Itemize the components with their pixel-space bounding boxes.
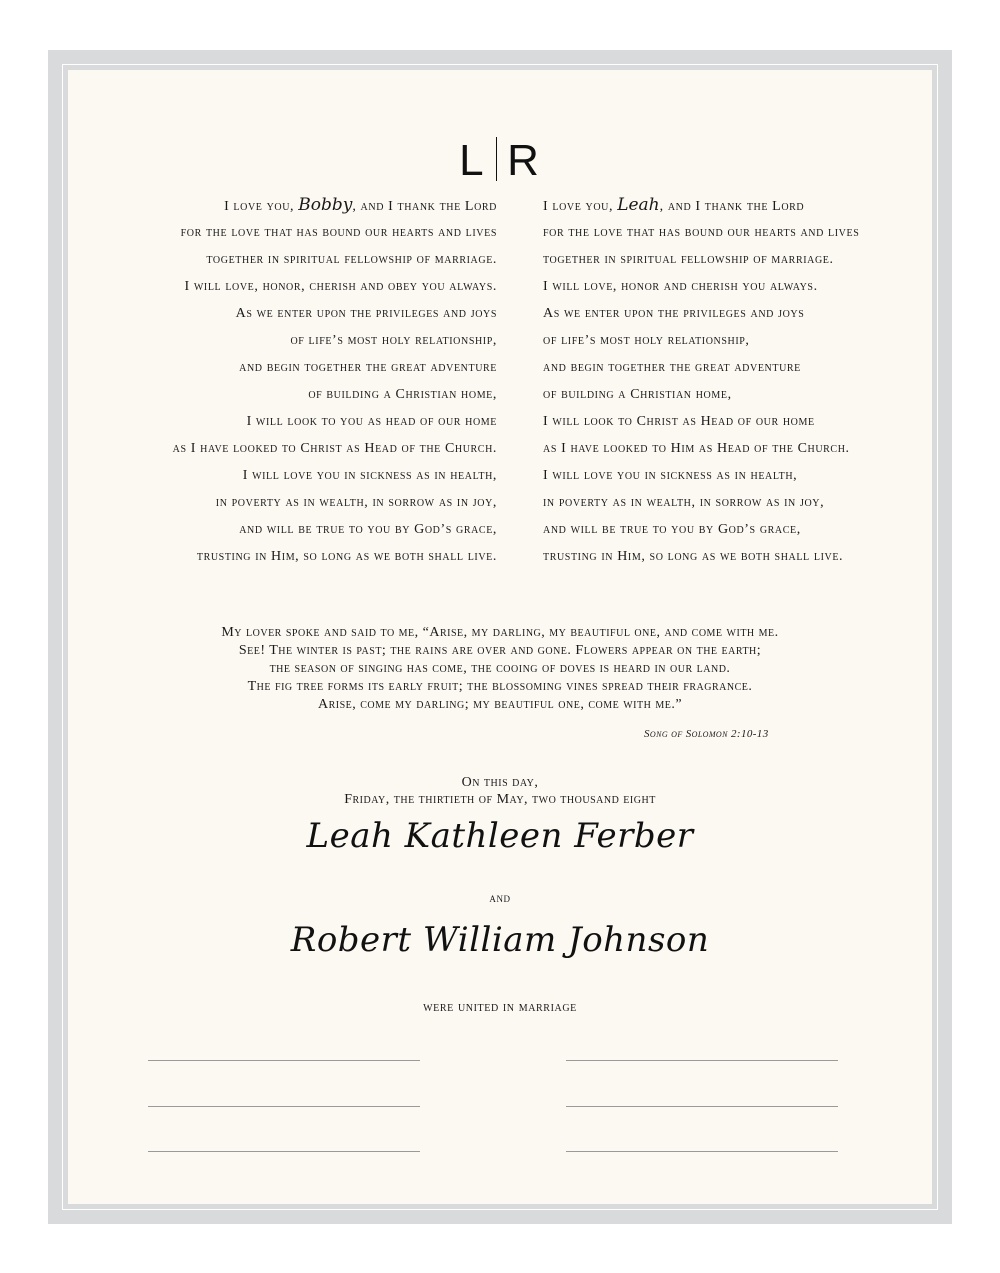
bride-name: Leah Kathleen Ferber xyxy=(306,816,694,856)
vow-line: I will love you in sickness as in health, xyxy=(543,468,798,483)
vow-line: I will love you in sickness as in health, xyxy=(242,468,497,483)
vow-line: I will love, honor and cherish you always. xyxy=(543,279,818,294)
verse-citation: Song of Solomon 2:10-13 xyxy=(644,728,769,740)
vow-line: As we enter upon the privileges and joys xyxy=(235,306,497,321)
vow-line: I will look to Christ as Head of our home xyxy=(543,414,815,429)
vow-line: of building a Christian home, xyxy=(308,387,497,402)
monogram-left-initial: L xyxy=(459,136,486,185)
certificate-paper xyxy=(68,70,932,1204)
vow-line: for the love that has bound our hearts and lives xyxy=(180,225,497,240)
signature-line-right-2 xyxy=(566,1106,838,1107)
vow-line-prefix: I love you, xyxy=(224,199,299,214)
verse-line: the season of singing has come, the cooing of doves is heard in our land. xyxy=(269,661,731,676)
groom-name: Robert William Johnson xyxy=(290,920,710,960)
vow-line: together in spiritual fellowship of marriage. xyxy=(206,252,497,267)
vow-line: as I have looked to Him as Head of the Church. xyxy=(543,441,850,456)
vow-line: in poverty as in wealth, in sorrow as in joy, xyxy=(215,495,497,510)
vow-line xyxy=(116,192,497,219)
monogram-right-initial: R xyxy=(507,136,541,185)
wedding-date: Friday, the thirtieth of May, two thousand eight xyxy=(344,792,656,807)
vow-line: I will look to you as head of our home xyxy=(246,414,497,429)
vow-line-prefix: I love you, xyxy=(543,199,618,214)
signature-line-right-1 xyxy=(566,1060,838,1061)
verse-line: Arise, come my darling; my beautiful one, come with me.” xyxy=(317,697,683,712)
monogram xyxy=(68,136,932,186)
vow-line: and begin together the great adventure xyxy=(239,360,497,375)
vow-line: of building a Christian home, xyxy=(543,387,732,402)
vow-line: and begin together the great adventure xyxy=(543,360,801,375)
signature-line-right-3 xyxy=(566,1151,838,1152)
vow-line: and will be true to you by God’s grace, xyxy=(543,522,801,537)
vow-line: as I have looked to Christ as Head of the Church. xyxy=(172,441,497,456)
vow-partner-name: Bobby xyxy=(298,195,353,215)
vow-line: for the love that has bound our hearts and lives xyxy=(543,225,860,240)
vow-line: of life’s most holy relationship, xyxy=(543,333,750,348)
vow-line: and will be true to you by God’s grace, xyxy=(239,522,497,537)
vow-line xyxy=(543,192,943,219)
vow-line: of life’s most holy relationship, xyxy=(290,333,497,348)
certificate-frame xyxy=(48,50,952,1224)
and-word: and xyxy=(489,890,511,905)
vow-line: I will love, honor, cherish and obey you always. xyxy=(184,279,497,294)
monogram-divider xyxy=(496,137,498,181)
closing-statement: were united in marriage xyxy=(423,1000,577,1015)
groom-vows xyxy=(116,192,497,570)
vow-line: As we enter upon the privileges and joys xyxy=(543,306,805,321)
vow-line-suffix: , and I thank the Lord xyxy=(352,199,497,214)
date-intro: On this day, xyxy=(461,775,539,790)
vow-line: in poverty as in wealth, in sorrow as in joy, xyxy=(543,495,825,510)
vow-line: trusting in Him, so long as we both shall live. xyxy=(196,549,497,564)
bride-vows xyxy=(543,192,943,570)
signature-line-left-1 xyxy=(148,1060,420,1061)
signature-line-left-3 xyxy=(148,1151,420,1152)
verse-line: See! The winter is past; the rains are over and gone. Flowers appear on the earth; xyxy=(238,643,762,658)
signature-line-left-2 xyxy=(148,1106,420,1107)
scripture-verse xyxy=(68,624,932,714)
vow-line: together in spiritual fellowship of marriage. xyxy=(543,252,834,267)
vow-partner-name: Leah xyxy=(617,195,660,215)
vow-line-suffix: , and I thank the Lord xyxy=(659,199,805,214)
verse-line: The fig tree forms its early fruit; the blossoming vines spread their fragrance. xyxy=(247,679,753,694)
verse-line: My lover spoke and said to me, “Arise, my darling, my beautiful one, and come with me. xyxy=(221,625,779,640)
date-block xyxy=(68,774,932,808)
vow-line: trusting in Him, so long as we both shall live. xyxy=(543,549,844,564)
